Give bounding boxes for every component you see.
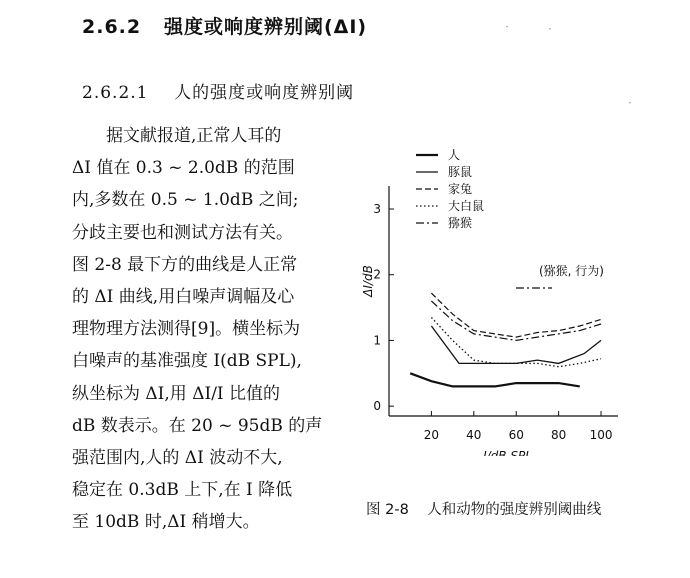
- x-tick-label: 40: [466, 428, 482, 442]
- legend-label: 人: [448, 148, 461, 162]
- scan-speck: ·: [548, 22, 552, 36]
- caption-label: 图 2-8: [366, 502, 409, 518]
- caption-text: 人和动物的强度辨别阈曲线: [427, 502, 602, 518]
- series-line-1: [410, 373, 580, 386]
- figure-caption: [366, 498, 601, 519]
- subsection-title: 人的强度或响度辨别阈: [174, 83, 355, 103]
- x-tick-label: 60: [508, 428, 524, 442]
- y-tick-label: 0: [373, 399, 381, 414]
- legend-label: 大白鼠: [448, 199, 485, 213]
- paragraph-line: 的 ΔI 曲线,用白噪声调幅及心: [72, 286, 295, 307]
- paragraph-line: dB 数表示。在 20 ~ 95dB 的声: [72, 415, 323, 436]
- legend-label: 猕猴: [448, 216, 473, 230]
- x-axis-label: I/dB SPL: [483, 449, 532, 456]
- scan-speck: ·: [628, 96, 632, 110]
- paragraph-line: 内,多数在 0.5 ~ 1.0dB 之间;: [72, 190, 299, 211]
- paragraph-line: 据文献报道,正常人耳的: [106, 126, 282, 146]
- section-title: 强度或响度辨别阈(ΔI): [163, 16, 368, 38]
- body-paragraph: [72, 120, 362, 538]
- paragraph-line: 图 2-8 最下方的曲线是人正常: [72, 254, 298, 275]
- subsection-heading: [82, 78, 354, 103]
- series-line-3: [431, 293, 601, 337]
- x-tick-label: 20: [423, 428, 440, 442]
- chart-annotation: (猕猴, 行为): [539, 264, 604, 278]
- figure-2-8: [356, 136, 676, 456]
- paragraph-line: 分歧主要也和测试方法有关。: [72, 222, 293, 243]
- paragraph-line: 强范围内,人的 ΔI 波动不大,: [72, 447, 283, 468]
- legend-label: 豚鼠: [448, 165, 473, 179]
- paragraph-line: ΔI 值在 0.3 ~ 2.0dB 的范围: [72, 158, 295, 179]
- scan-speck: ·: [505, 20, 509, 34]
- paragraph-line: 理物理方法测得[9]。横坐标为: [72, 319, 301, 340]
- section-heading: [82, 12, 367, 39]
- series-line-5: [431, 301, 601, 340]
- legend-label: 家兔: [448, 182, 473, 196]
- y-axis-label: ΔI/dB: [361, 265, 375, 297]
- paragraph-line: 纵坐标为 ΔI,用 ΔI/I 比值的: [72, 383, 281, 404]
- paragraph-line: 白噪声的基准强度 I(dB SPL),: [72, 351, 302, 372]
- section-number: 2.6.2: [82, 16, 142, 38]
- paragraph-line: 至 10dB 时,ΔI 稍增大。: [72, 512, 260, 533]
- x-tick-label: 100: [589, 428, 613, 442]
- x-tick-label: 80: [550, 428, 567, 442]
- y-tick-label: 1: [373, 333, 381, 348]
- threshold-chart: [356, 136, 676, 456]
- paragraph-line: 稳定在 0.3dB 上下,在 I 降低: [72, 480, 293, 501]
- y-tick-label: 2: [373, 267, 381, 282]
- y-tick-label: 3: [373, 202, 381, 216]
- series-line-4: [431, 317, 601, 366]
- subsection-number: 2.6.2.1: [82, 83, 149, 103]
